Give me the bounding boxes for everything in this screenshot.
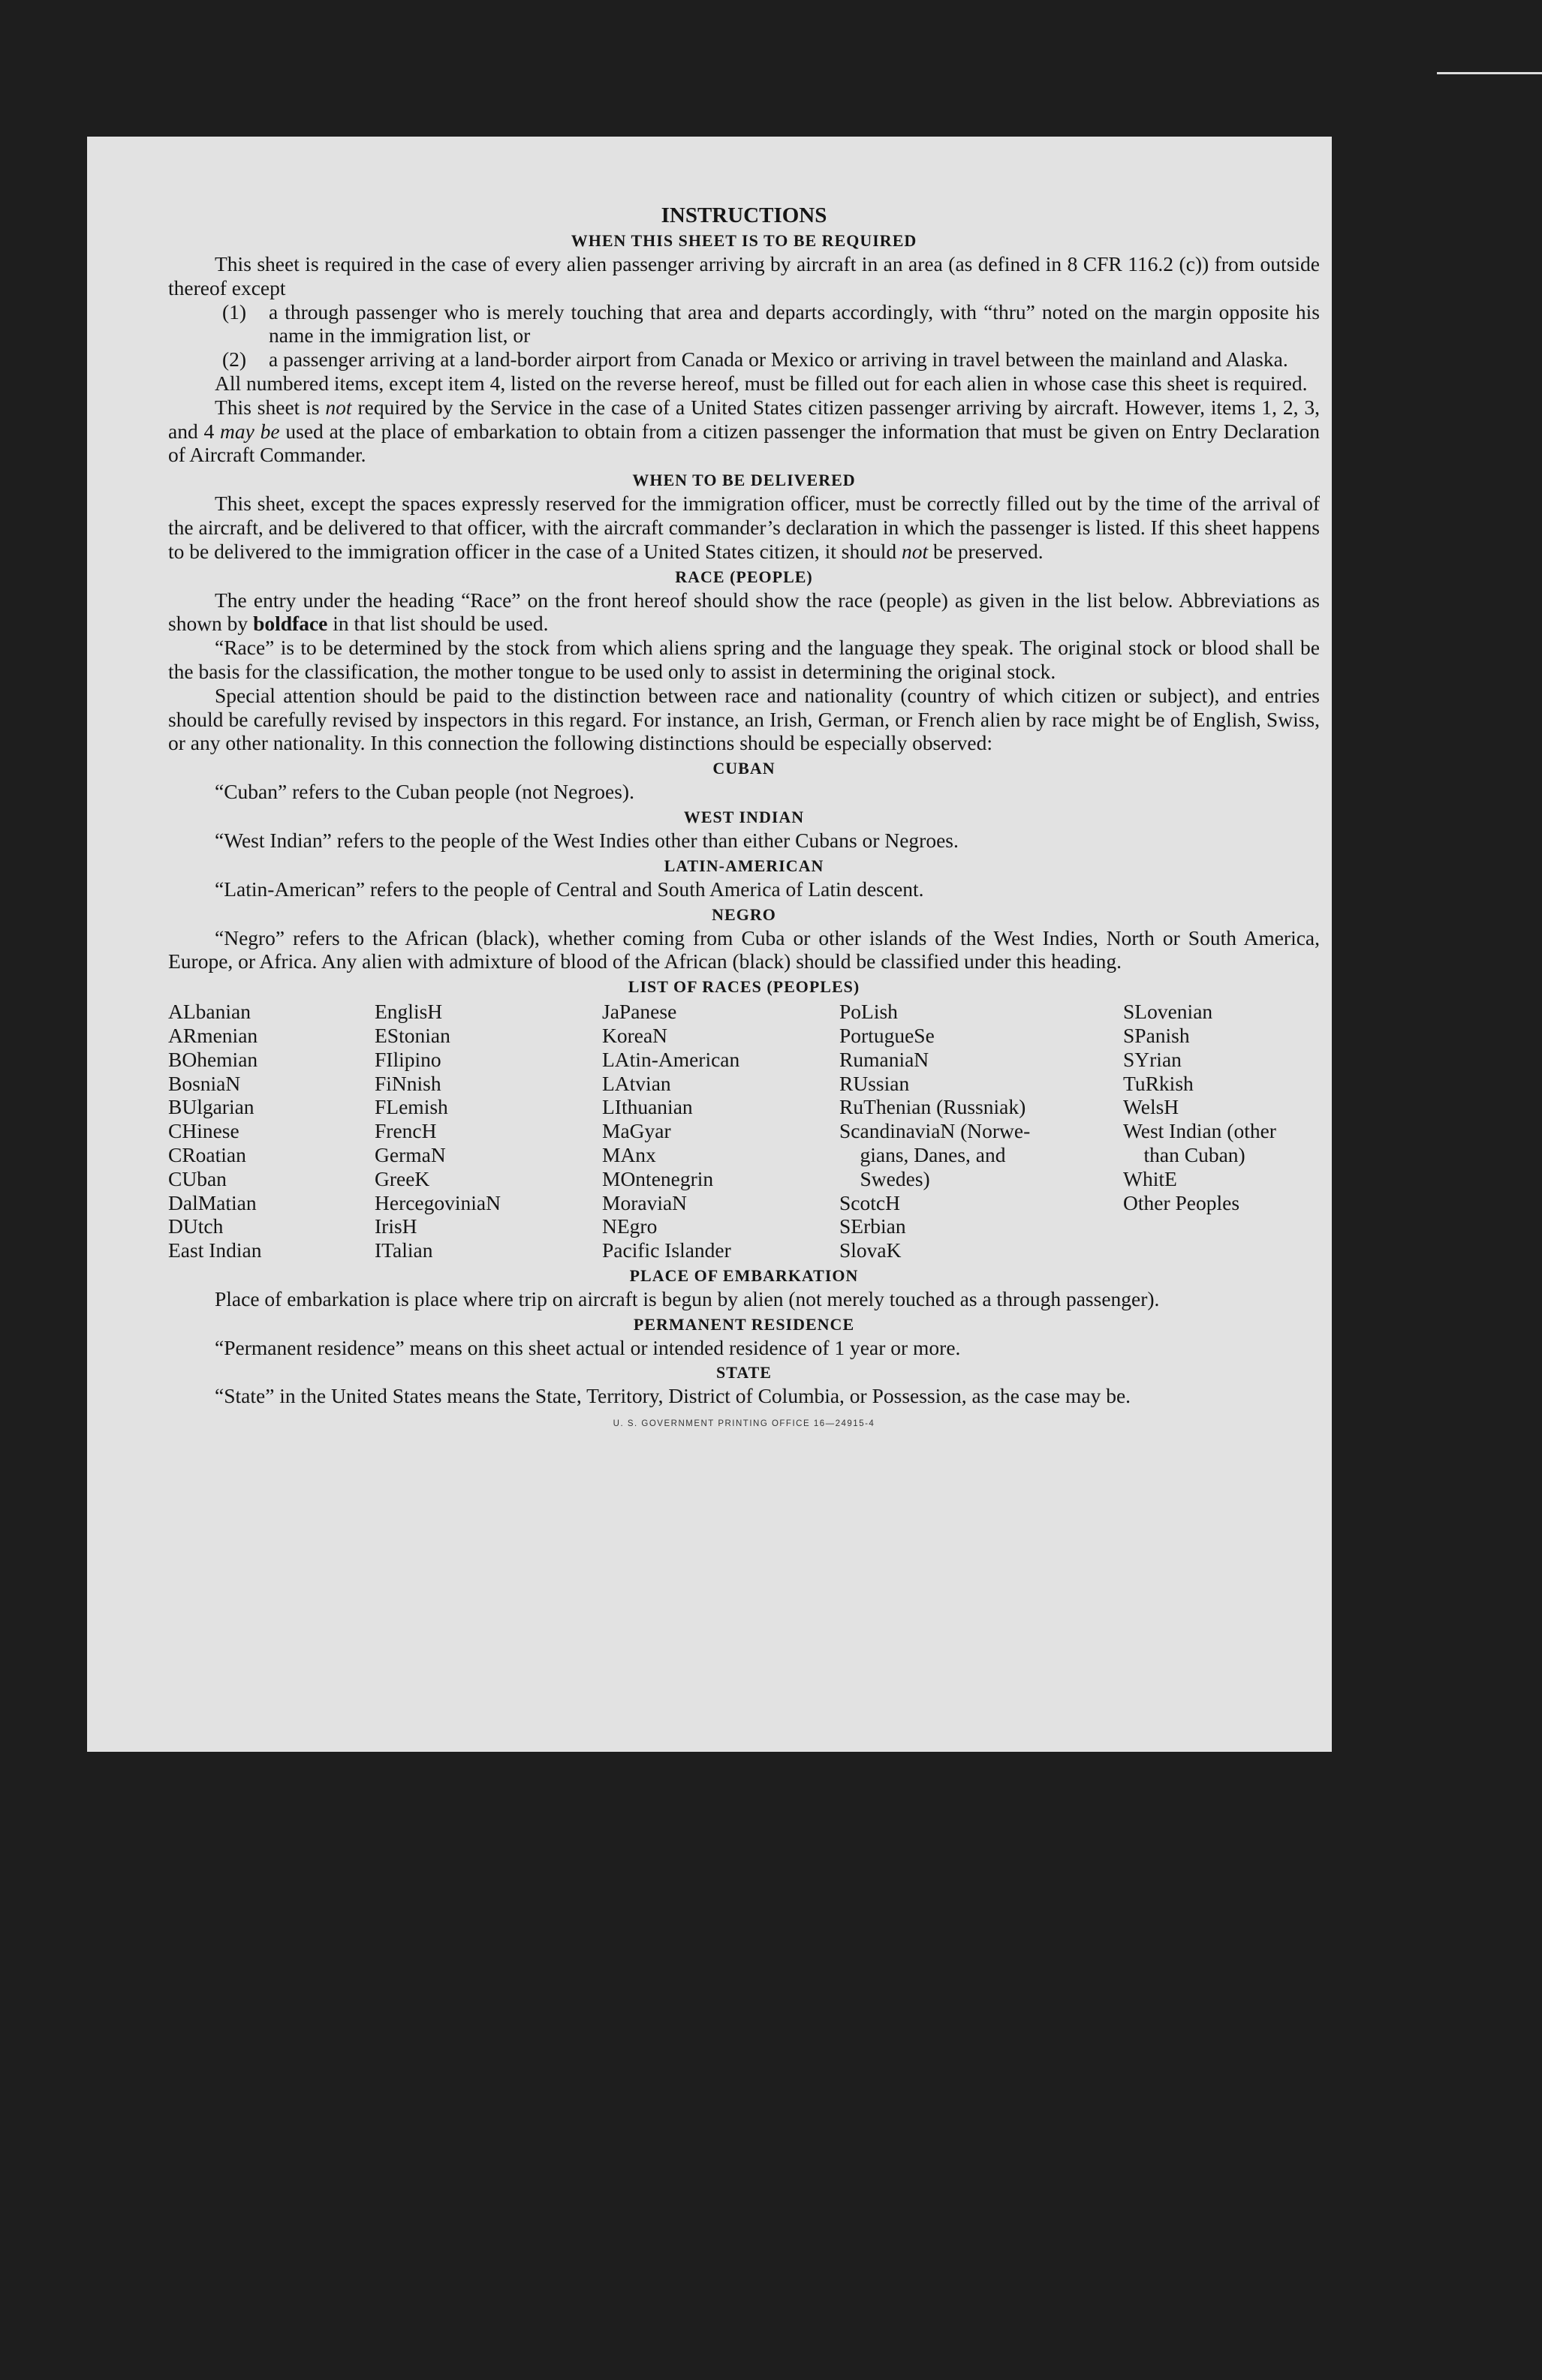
race-entry: East Indian — [168, 1238, 262, 1262]
exception-item-1 — [222, 300, 1320, 348]
race-entry: RumaniaN — [839, 1047, 929, 1071]
race-entry: TuRkish — [1123, 1071, 1194, 1095]
race-entry: IrisH — [375, 1214, 417, 1238]
race-paragraph-1: The entry under the heading “Race” on the front hereof should show the race (people) as given in the list below. Abbreviations as shown by boldface in that list should be used. — [168, 588, 1320, 636]
race-entry: SErbian — [839, 1214, 906, 1238]
race-column-5 — [1123, 1000, 1320, 1262]
race-entry: LAtvian — [602, 1071, 671, 1095]
state-definition: “State” in the United States means the State, Territory, District of Columbia, or Possession, as the case may be. — [215, 1384, 1131, 1408]
race-entry: GreeK — [375, 1166, 430, 1190]
race-entry: NEgro — [602, 1214, 658, 1238]
race-entry: SlovaK — [839, 1238, 902, 1262]
race-entry: Other Peoples — [1123, 1190, 1240, 1214]
race-entry: Pacific Islander — [602, 1238, 731, 1262]
race-entry: HercegoviniaN — [375, 1190, 501, 1214]
race-entry: PortugueSe — [839, 1023, 935, 1047]
race-list — [168, 1000, 1320, 1262]
race-entry: MAnx — [602, 1142, 656, 1166]
race-column-4 — [839, 1000, 1123, 1262]
race-entry: DalMatian — [168, 1190, 257, 1214]
race-entry: BosniaN — [168, 1071, 241, 1095]
negro-definition: “Negro” refers to the African (black), whether coming from Cuba or other islands of the West Indies, North or South America, Europe, or Africa. Any alien with admixture of blood of the African (black) should be classified under this heading. — [168, 925, 1320, 973]
race-entry: RuThenian (Russniak) — [839, 1095, 1026, 1119]
page-title: INSTRUCTIONS — [661, 203, 827, 227]
race-entry: WhitE — [1123, 1166, 1177, 1190]
race-entry: DUtch — [168, 1214, 224, 1238]
race-entry: JaPanese — [602, 1000, 677, 1024]
race-entry: ScotcH — [839, 1190, 900, 1214]
numbered-items-paragraph: All numbered items, except item 4, listed on the reverse hereof, must be filled out for each alien in whose case this sheet is required. — [215, 371, 1308, 395]
instructions-content — [168, 203, 1320, 1437]
heading-list-of-races: LIST OF RACES (PEOPLES) — [628, 977, 860, 997]
delivery-paragraph: This sheet, except the spaces expressly reserved for the immigration officer, must be correctly filled out by the time of the arrival of the aircraft, and be delivered to that officer, with the aircraft commander’s declaration in which the passenger is listed. If this sheet happens to be delivered to the immigration officer in the case of a United States citizen, it should not be preserved. — [168, 492, 1320, 563]
race-entry: LAtin-American — [602, 1047, 740, 1071]
race-entry: EStonian — [375, 1023, 450, 1047]
race-entry: FIlipino — [375, 1047, 441, 1071]
race-entry: MaGyar — [602, 1119, 671, 1143]
race-entry: BUlgarian — [168, 1095, 254, 1119]
race-entry: SLovenian — [1123, 1000, 1213, 1024]
race-entry: CUban — [168, 1166, 227, 1190]
race-entry: CHinese — [168, 1119, 239, 1143]
race-column-1 — [168, 1000, 375, 1262]
printing-office-footer: U. S. GOVERNMENT PRINTING OFFICE 16—24915-4 — [613, 1419, 875, 1429]
heading-negro: NEGRO — [712, 904, 776, 924]
race-entry: gians, Danes, and — [839, 1142, 1006, 1166]
heading-state: STATE — [716, 1363, 772, 1383]
race-entry: than Cuban) — [1123, 1142, 1245, 1166]
race-entry: FiNnish — [375, 1071, 441, 1095]
heading-cuban: CUBAN — [712, 759, 776, 778]
race-paragraph-3: Special attention should be paid to the distinction between race and nationality (country of which citizen or subject), and entries should be carefully revised by inspectors in this regard. For instance, an Irish, German, or French alien by race might be of English, Swiss, or any other nationality. In this connection the following distinctions should be especially observed: — [168, 683, 1320, 755]
race-column-2 — [375, 1000, 602, 1262]
race-entry: ALbanian — [168, 1000, 251, 1024]
race-column-3 — [602, 1000, 839, 1262]
race-entry: RUssian — [839, 1071, 910, 1095]
race-entry: LIthuanian — [602, 1095, 693, 1119]
race-entry: MoraviaN — [602, 1190, 688, 1214]
exception-item-number: (2) — [222, 348, 247, 372]
heading-permanent-residence: PERMANENT RESIDENCE — [633, 1314, 855, 1334]
embarkation-definition: Place of embarkation is place where trip on aircraft is begun by alien (not merely touched as a through passenger). — [215, 1286, 1160, 1310]
race-entry: WelsH — [1123, 1095, 1179, 1119]
race-entry: ARmenian — [168, 1023, 258, 1047]
race-entry: BOhemian — [168, 1047, 258, 1071]
race-entry: FrencH — [375, 1119, 437, 1143]
race-entry: KoreaN — [602, 1023, 668, 1047]
race-paragraph-2: “Race” is to be determined by the stock from which aliens spring and the language they speak. The original stock or blood shall be the basis for the classification, the mother tongue to be used only to assist in determining the original stock. — [168, 636, 1320, 683]
race-entry: MOntenegrin — [602, 1166, 714, 1190]
race-entry: EnglisH — [375, 1000, 443, 1024]
heading-west-indian: WEST INDIAN — [683, 807, 805, 826]
race-entry: FLemish — [375, 1095, 448, 1119]
race-entry: CRoatian — [168, 1142, 246, 1166]
race-entry: SYrian — [1123, 1047, 1182, 1071]
exception-item-text: a through passenger who is merely touching that area and departs accordingly, with “thru” noted on the margin opposite his name in the immigration list, or — [269, 299, 1320, 348]
heading-when-required: WHEN THIS SHEET IS TO BE REQUIRED — [571, 231, 917, 250]
residence-definition: “Permanent residence” means on this sheet actual or intended residence of 1 year or more. — [215, 1335, 961, 1359]
cuban-definition: “Cuban” refers to the Cuban people (not Negroes). — [215, 780, 634, 804]
heading-race: RACE (PEOPLE) — [675, 567, 813, 586]
race-entry: ITalian — [375, 1238, 433, 1262]
heading-when-delivered: WHEN TO BE DELIVERED — [632, 471, 856, 490]
race-entry: Swedes) — [839, 1166, 930, 1190]
scan-edge-mark — [1437, 72, 1542, 74]
when-required-intro: This sheet is required in the case of every alien passenger arriving by aircraft in an area (as defined in 8 CFR 116.2 (c)) from outside thereof except — [168, 252, 1320, 299]
heading-embarkation: PLACE OF EMBARKATION — [629, 1265, 859, 1285]
race-entry: West Indian (other — [1123, 1119, 1276, 1143]
document-sheet — [87, 137, 1332, 1752]
race-entry: GermaN — [375, 1142, 446, 1166]
exception-item-2 — [222, 348, 1320, 372]
race-entry: SPanish — [1123, 1023, 1190, 1047]
exception-item-number: (1) — [222, 299, 247, 323]
exception-item-text: a passenger arriving at a land-border airport from Canada or Mexico or arriving in travel between the mainland and Alaska. — [269, 348, 1288, 372]
west-indian-definition: “West Indian” refers to the people of the West Indies other than either Cubans or Negroes. — [215, 828, 959, 852]
heading-latin-american: LATIN-AMERICAN — [664, 856, 824, 875]
latin-american-definition: “Latin-American” refers to the people of Central and South America of Latin descent. — [215, 877, 924, 901]
race-entry: ScandinaviaN (Norwe- — [839, 1119, 1031, 1143]
citizen-paragraph: This sheet is not required by the Service in the case of a United States citizen passenger arriving by aircraft. However, items 1, 2, 3, and 4 may be used at the place of embarkation to obtain from a citizen passenger the information that must be given on Entry Declaration of Aircraft Commander. — [168, 395, 1320, 467]
race-entry: PoLish — [839, 1000, 898, 1024]
